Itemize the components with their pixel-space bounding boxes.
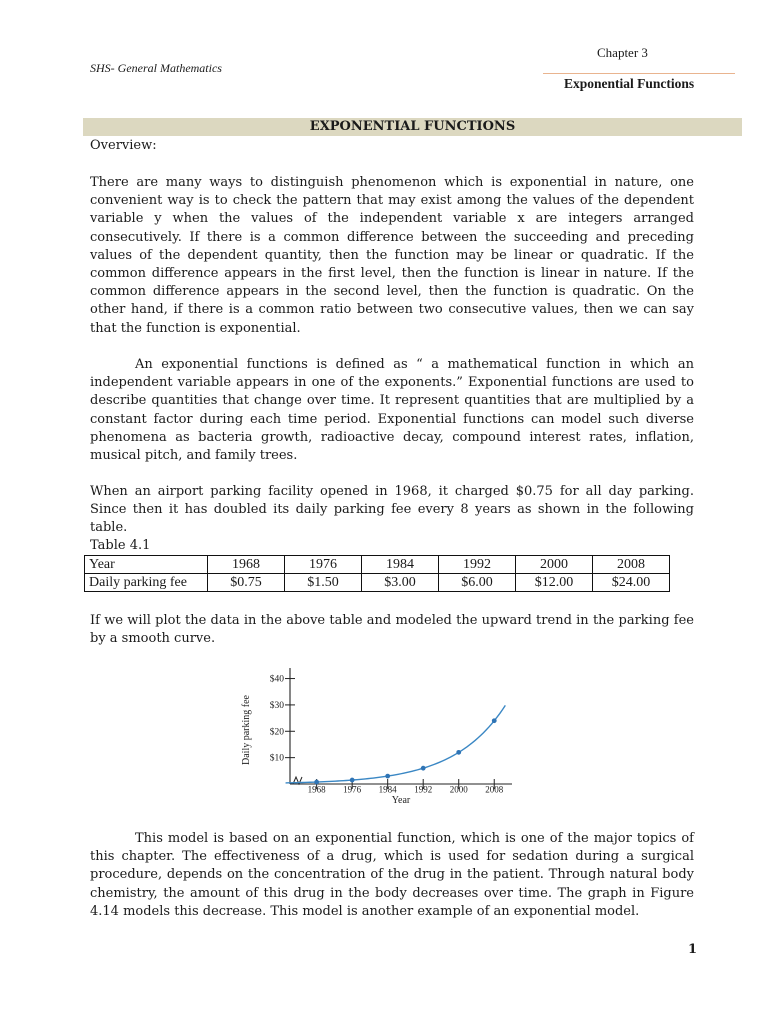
paragraph-parking: When an airport parking facility opened in 1968, it charged $0.75 for all day parking. Since then it has doubled its daily parking fee every 8 years as shown in the following table.	[90, 484, 694, 536]
y-tick-label: $30	[269, 700, 284, 711]
table-cell: $1.50	[285, 574, 362, 592]
paragraph-plot-intro: If we will plot the data in the above table and modeled the upward trend in the parking fee by a smooth curve.	[90, 613, 694, 647]
y-tick-label: $40	[269, 674, 284, 685]
course-title: SHS- General Mathematics	[90, 61, 222, 75]
overview-label: Overview:	[90, 138, 157, 153]
table-cell: 2008	[593, 556, 670, 574]
table-cell: $12.00	[516, 574, 593, 592]
data-point	[385, 774, 390, 779]
paragraph-intro: There are many ways to distinguish phenomenon which is exponential in nature, one convenient way is to check the pattern that may exist among the values of the dependent variable y when the values of the independent variable x are integers arranged consecutively. If there is a common difference between the succeeding and preceding values of the dependent quantity, then the function may be linear or quadratic. If the common difference appears in the first level, then the function is linear in nature. If the common difference appears in the second level, then the function is quadratic. On the other hand, if there is a common ratio between two consecutive values, then we can say that the function is exponential.	[90, 175, 694, 336]
y-tick-label: $20	[269, 727, 284, 738]
table-cell: 1992	[439, 556, 516, 574]
chapter-title: Exponential Functions	[564, 76, 695, 91]
table-cell: $0.75	[208, 574, 285, 592]
header-rule	[543, 73, 735, 74]
x-tick-label: 1992	[414, 784, 433, 795]
table-cell: 1976	[285, 556, 362, 574]
data-point	[314, 780, 319, 785]
table-cell: $3.00	[362, 574, 439, 592]
chapter-label: Chapter 3	[597, 45, 648, 60]
parking-fee-chart	[236, 664, 526, 810]
table-row	[85, 556, 670, 574]
paragraph-drug-model: This model is based on an exponential function, which is one of the major topics of this chapter. The effectiveness of a drug, which is used for sedation during a surgical procedure, depends on the concentration of the drug in the patient. Through natural body chemistry, the amount of this drug in the body decreases over time. The graph in Figure 4.14 models this decrease. This model is another example of an exponential model.	[90, 831, 694, 919]
x-tick-label: 2008	[485, 784, 504, 795]
table-cell: 1984	[362, 556, 439, 574]
x-tick-label: 2000	[449, 784, 468, 795]
data-point	[350, 778, 355, 783]
chart-axes	[290, 668, 512, 784]
table-cell: $24.00	[593, 574, 670, 592]
paragraph-definition: An exponential functions is defined as “ a mathematical function in which an independent variable appears in one of the exponents.” Exponential functions are used to describe quantities that change over time. It represent quantities that are multiplied by a constant factor during each time period. Exponential functions can model such diverse phenomena as bacteria growth, radioactive decay, compound interest rates, inflation, musical pitch, and family trees.	[90, 357, 694, 464]
table-cell: Daily parking fee	[85, 574, 208, 592]
x-tick-label: 1968	[307, 784, 326, 795]
table-caption: Table 4.1	[90, 538, 151, 553]
section-title: EXPONENTIAL FUNCTIONS	[83, 118, 742, 136]
y-axis-label: Daily parking fee	[241, 695, 252, 765]
x-axis-label: Year	[391, 795, 411, 806]
x-tick-label: 1976	[343, 784, 362, 795]
data-point	[492, 718, 497, 723]
table-cell: 1968	[208, 556, 285, 574]
table-cell: $6.00	[439, 574, 516, 592]
parking-fee-table	[84, 555, 670, 592]
table-cell: 2000	[516, 556, 593, 574]
data-point	[456, 750, 461, 755]
page-number: 1	[688, 942, 698, 957]
x-tick-label: 1984	[378, 784, 397, 795]
data-points	[314, 718, 496, 784]
table-cell: Year	[85, 556, 208, 574]
series-line	[286, 705, 506, 783]
y-ticks	[270, 674, 295, 764]
y-tick-label: $10	[269, 753, 284, 764]
data-point	[421, 766, 426, 771]
table-row	[85, 574, 670, 592]
